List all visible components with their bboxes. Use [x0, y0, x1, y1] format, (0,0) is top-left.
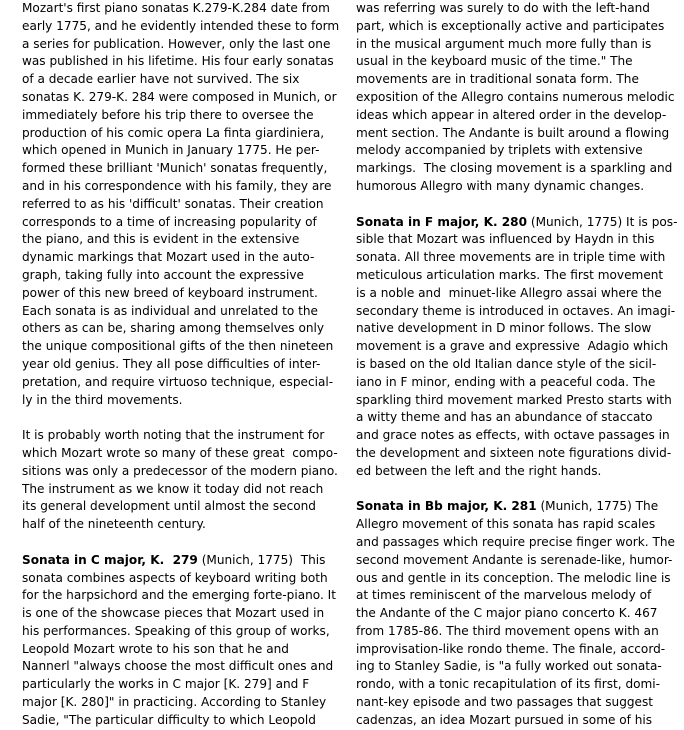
text-line: ous and gentle in its conception. The melodic line is [356, 570, 671, 585]
text-line: ideas which appear in altered order in the develop- [356, 107, 667, 122]
text-line: a series for publication. However, only the last one [22, 36, 331, 51]
text-line: movement is a grave and expressive Adagio which [356, 339, 669, 354]
k279-heading: Sonata in C major, K. 279 [22, 552, 198, 567]
left-column [22, 0, 344, 730]
text-line: major [K. 280]" in practicing. According to Stanley [22, 695, 327, 710]
text-line: his performances. Speaking of this group of works, [22, 623, 330, 638]
text-line: ed between the left and the right hands. [356, 463, 602, 478]
text-line: ing to Stanley Sadie, is "a fully worked out sonata- [356, 659, 662, 674]
text-line: movements are in traditional sonata form. The [356, 72, 639, 87]
text-line: sonata combines aspects of keyboard writing both [22, 570, 328, 585]
text-line: meticulous articulation marks. The first movement [356, 267, 664, 282]
text-line: referred to as his 'difficult' sonatas. Their creation [22, 196, 324, 211]
k281-heading: Sonata in Bb major, K. 281 [356, 499, 537, 514]
text-line: and grace notes as effects, with octave passages in [356, 428, 670, 443]
k279-first-line-rest: (Munich, 1775) This [197, 552, 326, 567]
k279-first-line [22, 552, 344, 570]
intro-paragraph [22, 0, 344, 409]
text-line: native development in D minor follows. The slow [356, 321, 652, 336]
right-column [356, 0, 678, 730]
text-line: sible that Mozart was influenced by Haydn in this [356, 232, 655, 247]
text-line: Nannerl "always choose the most difficult ones and [22, 659, 334, 674]
text-line: ment section. The Andante is built around a flowing [356, 125, 670, 140]
text-line: It is probably worth noting that the instrument for [22, 428, 325, 443]
k281-first-line [356, 498, 678, 516]
text-line: second movement Andante is serenade-like, humor- [356, 552, 673, 567]
text-line: sonatas K. 279-K. 284 were composed in Munich, or [22, 89, 337, 104]
k281-first-line-rest: (Munich, 1775) The [536, 499, 659, 514]
text-line: markings. The closing movement is a sparkling and [356, 161, 673, 176]
text-line: for the harpsichord and the emerging forte-piano. It [22, 588, 336, 603]
k280-heading: Sonata in F major, K. 280 [356, 214, 528, 229]
text-line: at times reminiscent of the marvelous melody of [356, 588, 652, 603]
k281-paragraph [356, 498, 678, 729]
text-line: and in his correspondence with his family, they are [22, 178, 332, 193]
text-line: is based on the old Italian dance style of the sicil- [356, 356, 657, 371]
text-line: which Mozart wrote so many of these great compo- [22, 445, 338, 460]
text-line: dynamic markings that Mozart used in the auto- [22, 250, 315, 265]
text-line: particularly the works in C major [K. 279] and F [22, 677, 310, 692]
instrument-paragraph [22, 427, 344, 534]
text-line: melody accompanied by triplets with extensive [356, 143, 643, 158]
text-line: immediately before his trip there to oversee the [22, 107, 314, 122]
k280-first-line [356, 214, 678, 232]
text-line: year old genius. They all pose difficulties of inter- [22, 356, 321, 371]
k280-body [356, 231, 678, 480]
text-line: iano in F minor, ending with a peaceful coda. The [356, 374, 656, 389]
k279-body [22, 570, 344, 730]
text-line: of a decade earlier have not survived. The six [22, 72, 300, 87]
text-line: is a noble and minuet-like Allegro assai where the [356, 285, 662, 300]
text-line: humorous Allegro with many dynamic changes. [356, 178, 645, 193]
text-line: formed these brilliant 'Munich' sonatas frequently, [22, 161, 328, 176]
paragraph-gap [356, 196, 678, 214]
text-line: sparkling third movement marked Presto starts with [356, 392, 672, 407]
k280-first-line-rest: (Munich, 1775) It is pos- [527, 214, 678, 229]
paragraph-gap [22, 534, 344, 552]
text-line: was referring was surely to do with the left-hand [356, 1, 650, 15]
text-line: The instrument as we know it today did not reach [22, 481, 324, 496]
text-line: the piano, and this is evident in the extensive [22, 232, 300, 247]
text-line: pretation, and require virtuoso technique, especial- [22, 374, 334, 389]
text-line: Mozart's first piano sonatas K.279-K.284 date from [22, 1, 330, 15]
paragraph-gap [22, 409, 344, 427]
text-line: Each sonata is as individual and unrelated to the [22, 303, 318, 318]
text-line: is one of the showcase pieces that Mozart used in [22, 606, 325, 621]
text-line: Allegro movement of this sonata has rapid scales [356, 517, 656, 532]
text-line: cadenzas, an idea Mozart pursued in some of his [356, 712, 653, 727]
text-line: power of this new breed of keyboard instrument. [22, 285, 318, 300]
text-line: early 1775, and he evidently intended these to form [22, 18, 340, 33]
text-line: ly in the third movements. [22, 392, 183, 407]
text-line: sonata. All three movements are in triple time with [356, 250, 666, 265]
text-line: part, which is exceptionally active and participates [356, 18, 665, 33]
text-line: graph, taking fully into account the expressive [22, 267, 304, 282]
text-line: a witty theme and has an abundance of staccato [356, 410, 653, 425]
text-line: secondary theme is introduced in octaves. An imagi- [356, 303, 676, 318]
text-line: sitions was only a predecessor of the modern piano. [22, 463, 338, 478]
text-line: its general development until almost the second [22, 499, 316, 514]
text-line: in the musical argument much more fully than is [356, 36, 652, 51]
text-line: and passages which require precise finger work. The [356, 534, 675, 549]
text-line: production of his comic opera La finta giardiniera, [22, 125, 325, 140]
k281-body [356, 516, 678, 730]
text-line: exposition of the Allegro contains numerous melodic [356, 89, 675, 104]
paragraph-gap [356, 481, 678, 499]
text-line: Leopold Mozart wrote to his son that he and [22, 641, 289, 656]
text-line: was published in his lifetime. His four early sonatas [22, 54, 334, 69]
k280-paragraph [356, 214, 678, 481]
text-line: Sadie, "The particular difficulty to which Leopold [22, 712, 316, 727]
text-line: corresponds to a time of increasing popularity of [22, 214, 317, 229]
text-line: others as can be, sharing among themselves only [22, 321, 325, 336]
k279-continuation-paragraph [356, 0, 678, 196]
text-line: improvisation-like rondo theme. The finale, accord- [356, 641, 666, 656]
text-line: which opened in Munich in January 1775. He per- [22, 143, 320, 158]
text-line: usual in the keyboard music of the time." The [356, 54, 633, 69]
text-line: the Andante of the C major piano concerto K. 467 [356, 606, 658, 621]
text-line: the development and sixteen note figurations divid- [356, 445, 672, 460]
text-line: the unique compositional gifts of the then nineteen [22, 339, 334, 354]
text-line: half of the nineteenth century. [22, 517, 206, 532]
k279-paragraph [22, 552, 344, 730]
text-line: nant-key episode and two passages that suggest [356, 695, 654, 710]
text-line: from 1785-86. The third movement opens with an [356, 623, 659, 638]
text-line: rondo, with a tonic recapitulation of its first, domi- [356, 677, 661, 692]
